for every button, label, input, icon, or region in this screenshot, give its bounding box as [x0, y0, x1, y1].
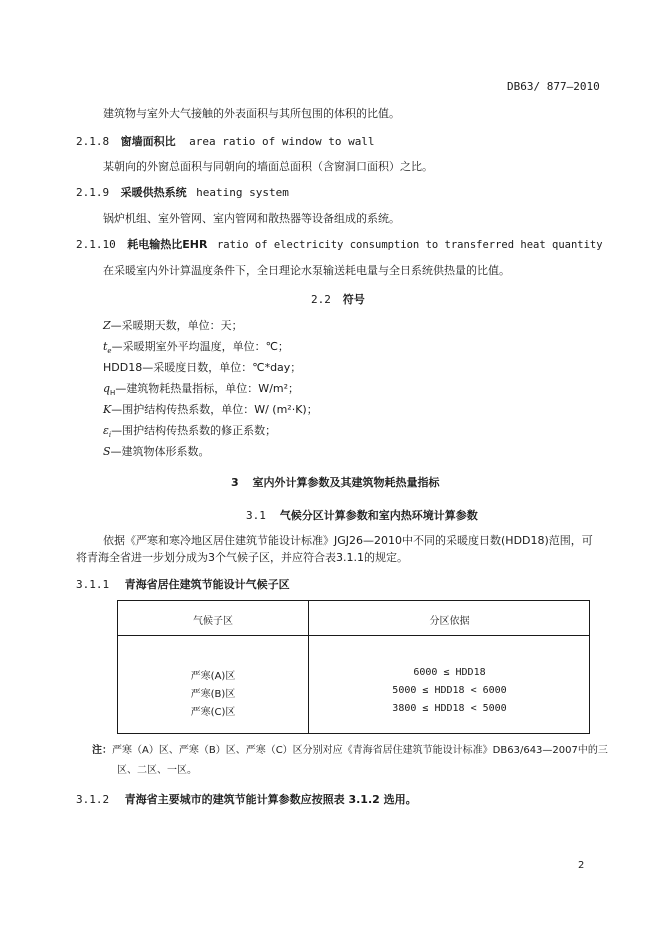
term-title: 窗墙面积比 — [120, 135, 176, 148]
chapter-title: 室内外计算参数及其建筑物耗热量指标 — [252, 476, 440, 489]
term-title: 耗电输热比EHR — [127, 238, 208, 251]
term-2-1-10-definition: 在采暖室内外计算温度条件下，全日理论水泵输送耗电量与全日系统供热量的比值。 — [103, 264, 510, 277]
symbol-item — [103, 361, 301, 375]
symbol-description: —采暖期天数，单位：天； — [110, 319, 243, 332]
document-id: DB63/ 877—2010 — [507, 80, 600, 93]
term-english: area ratio of window to wall — [189, 135, 375, 148]
symbol-item — [103, 382, 299, 396]
symbol: ε — [103, 424, 109, 437]
clause-number: 3.1.2 — [76, 793, 110, 806]
term-number: 2.1.10 — [76, 238, 116, 251]
paragraph-line: 将青海全省进一步划分成为3个气候子区，并应符合表3.1.1的规定。 — [76, 551, 408, 564]
clause-text: 青海省主要城市的建筑节能计算参数应按照表 3.1.2 选用。 — [124, 793, 417, 806]
term-2-1-8-definition: 某朝向的外窗总面积与同朝向的墙面总面积（含窗洞口面积）之比。 — [103, 160, 433, 173]
term-number: 2.1.9 — [76, 186, 110, 199]
table-cell-basis: 5000 ≤ HDD18 < 6000 — [392, 685, 507, 696]
symbol-description: —采暖期室外平均温度，单位：℃； — [111, 340, 289, 353]
section-title: 气候分区计算参数和室内热环境计算参数 — [279, 509, 478, 522]
section-2-2-heading — [311, 291, 365, 307]
symbol-description: —采暖度日数，单位：℃*day； — [142, 361, 302, 374]
clause-3-1-1-heading — [76, 578, 290, 592]
table-cell-zone: 严寒(B)区 — [190, 689, 236, 700]
table-header-basis: 分区依据 — [429, 616, 470, 627]
symbol-subscript: e — [107, 347, 112, 356]
symbol-item — [103, 445, 210, 459]
note-label: 注： — [92, 745, 112, 756]
intro-line: 建筑物与室外大气接触的外表面积与其所包围的体积的比值。 — [103, 107, 400, 120]
symbol-description: —围护结构传热系数，单位：W/ (m²·K)； — [111, 403, 318, 416]
chapter-3-heading — [231, 474, 440, 490]
symbol: HDD18 — [103, 361, 143, 374]
term-2-1-9-heading — [76, 186, 289, 200]
symbol-description: —建筑物体形系数。 — [110, 445, 210, 458]
symbol-description: —围护结构传热系数的修正系数； — [111, 424, 277, 437]
symbol-item — [103, 403, 318, 417]
table-cell-basis: 3800 ≤ HDD18 < 5000 — [392, 703, 507, 714]
symbol: q — [103, 382, 111, 395]
section-number: 2.2 — [311, 293, 331, 306]
symbol: K — [103, 403, 112, 416]
symbol-item — [103, 319, 243, 333]
note-line: 严寒（A）区、严寒（B）区、严寒（C）区分别对应《青海省居住建筑节能设计标准》DB63/643—2007中的三 — [112, 745, 608, 756]
symbol-subscript: i — [108, 431, 112, 440]
table-note — [92, 743, 608, 759]
section-title: 符号 — [342, 293, 365, 306]
term-2-1-8-heading — [76, 135, 375, 149]
term-2-1-10-heading — [76, 238, 603, 252]
symbol-subscript: H — [110, 389, 116, 398]
symbol-description: —建筑物耗热量指标，单位：W/m²； — [115, 382, 300, 395]
climate-zone-table — [117, 600, 590, 734]
table-header-zone: 气候子区 — [193, 616, 233, 627]
clause-number: 3.1.1 — [76, 578, 110, 591]
term-english: ratio of electricity consumption to transferred heat quantity — [216, 239, 603, 251]
term-number: 2.1.8 — [76, 135, 110, 148]
table-cell-basis: 6000 ≤ HDD18 — [413, 667, 486, 678]
page-number: 2 — [578, 860, 585, 871]
paragraph-line: 依据《严寒和寒冷地区居住建筑节能设计标准》JGJ26—2010中不同的采暖度日数(HDD18)范围，可 — [103, 534, 593, 547]
section-number: 3.1 — [246, 509, 266, 522]
symbol: S — [103, 445, 111, 458]
term-2-1-9-definition: 锅炉机组、室外管网、室内管网和散热器等设备组成的系统。 — [103, 212, 400, 225]
symbol: Z — [103, 319, 111, 332]
term-english: heating system — [196, 186, 289, 199]
term-title: 采暖供热系统 — [120, 186, 187, 199]
chapter-number: 3 — [231, 476, 239, 489]
section-3-1-heading — [246, 507, 478, 523]
table-cell-zone: 严寒(C)区 — [190, 707, 236, 718]
table-cell-zone: 严寒(A)区 — [190, 671, 236, 682]
symbol: t — [103, 340, 108, 353]
symbol-item — [103, 424, 276, 438]
clause-3-1-2 — [76, 793, 417, 807]
note-line: 区、二区、一区。 — [117, 765, 197, 776]
symbol-item — [103, 340, 289, 354]
clause-title: 青海省居住建筑节能设计气候子区 — [124, 578, 290, 591]
